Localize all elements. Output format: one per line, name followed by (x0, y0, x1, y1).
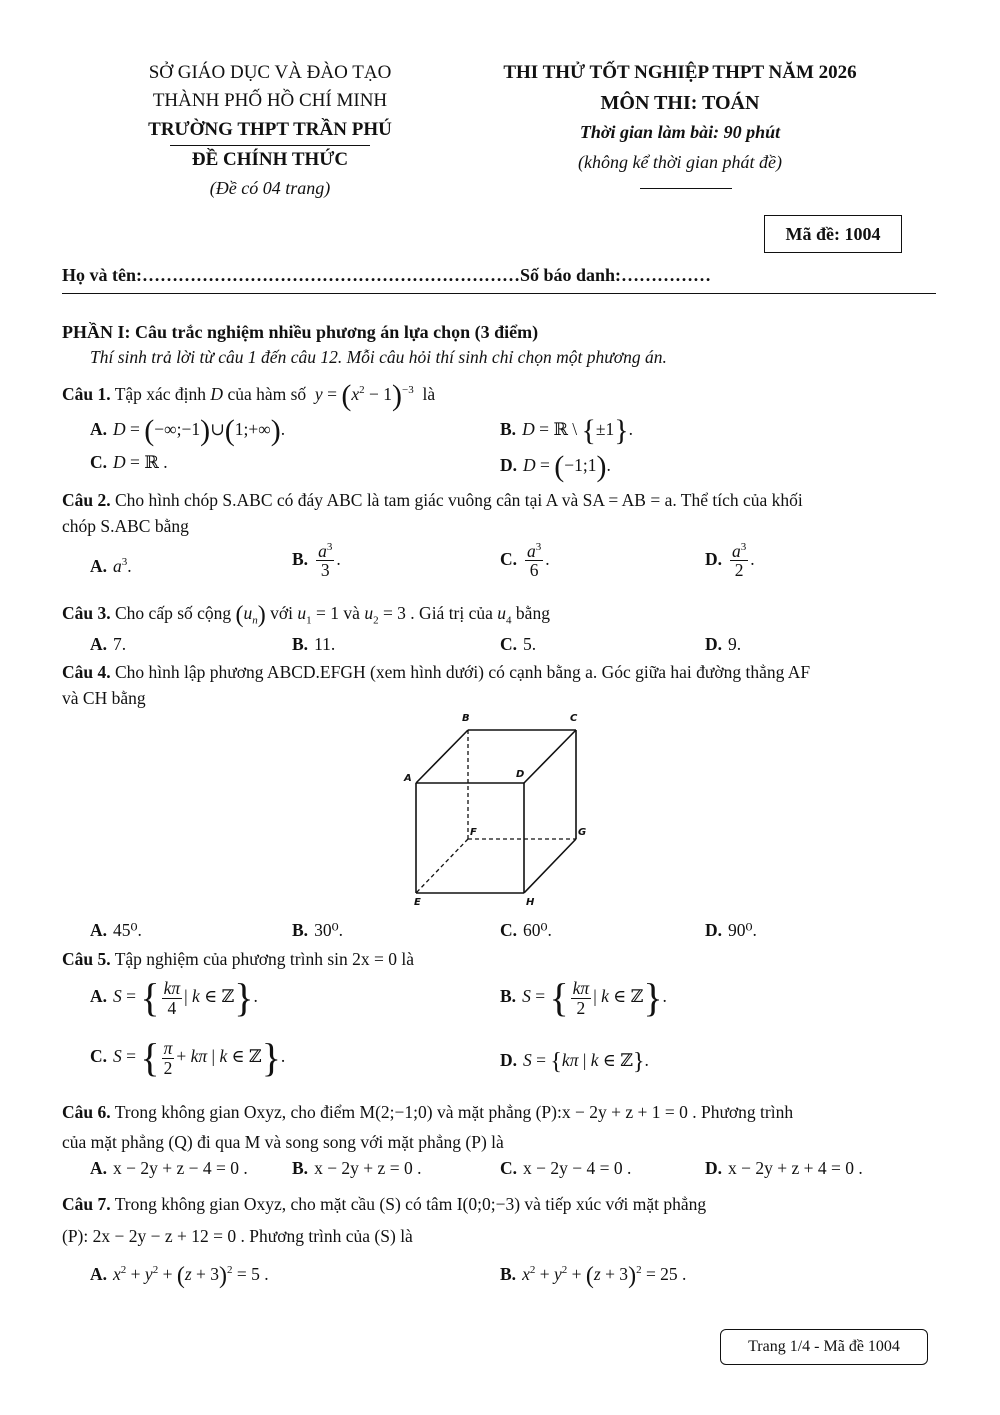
q2-label: Câu 2. (62, 490, 111, 510)
q1-end: là (422, 383, 436, 404)
q6-option-d[interactable]: D. x − 2y + z + 4 = 0 . (705, 1158, 863, 1178)
q4-option-b[interactable]: B. 30⁰. (292, 920, 343, 940)
q5-text: Tập nghiệm của phương trình sin 2x = 0 là (114, 949, 415, 969)
cube-label-e: E (414, 897, 421, 908)
q6-option-c[interactable]: C. x − 2y − 4 = 0 . (500, 1158, 632, 1178)
time-note: (không kể thời gian phát đề) (577, 152, 783, 172)
q2-option-b[interactable]: B. $\frac{a^3}{3}$ . (292, 541, 341, 581)
q5-option-b[interactable]: B. S = { $\frac{k\pi}{2}$ | k ∈ ℤ}. (500, 975, 667, 1020)
question-4-line2: và CH bằng (62, 688, 146, 708)
q4-option-a[interactable]: A. 45⁰. (90, 920, 142, 940)
header-divider (62, 293, 936, 294)
q1-option-a[interactable]: A. D = (−∞;−1)∪(1;+∞). (90, 414, 286, 447)
school-underline (170, 145, 370, 146)
q3-option-c[interactable]: C. 5. (500, 634, 537, 654)
cube-figure (398, 705, 598, 910)
question-2 (62, 488, 803, 512)
q1-option-b[interactable]: B. D = ℝ \ {±1}. (500, 414, 634, 447)
q2-option-a[interactable]: A. $a^3$. (90, 556, 132, 576)
question-7 (62, 1192, 706, 1216)
q3-option-d[interactable]: D. 9. (705, 634, 742, 654)
q4-option-d[interactable]: D. 90⁰. (705, 920, 757, 940)
q1-option-d[interactable]: D. D = (−1;1). (500, 450, 611, 483)
school-name: TRƯỜNG THPT TRẦN PHÚ (148, 119, 392, 140)
part1-instruction: Thí sinh trả lời từ câu 1 đến câu 12. Mỗi câu hỏi thí sinh chỉ chọn một phương án. (90, 347, 667, 367)
page-footer-box: Trang 1/4 - Mã đề 1004 (720, 1329, 928, 1365)
q4-option-c[interactable]: C. 60⁰. (500, 920, 552, 940)
subject-title: MÔN THI: TOÁN (600, 92, 760, 114)
question-1: Câu 1. Tập xác định D của hàm số $y = (x^2 - 1)^{-3}$ là (62, 378, 436, 412)
q6-option-a[interactable]: A. x − 2y + z − 4 = 0 . (90, 1158, 248, 1178)
q3-option-a[interactable]: A. 7. (90, 634, 127, 654)
cube-label-h: H (526, 897, 535, 908)
title-underline (640, 188, 732, 189)
dept-name: SỞ GIÁO DỤC VÀ ĐÀO TẠO (148, 62, 392, 83)
q1-label: Câu 1. (62, 383, 111, 404)
cube-label-a: A (404, 773, 412, 784)
official-label: ĐỀ CHÍNH THỨC (191, 149, 349, 170)
cube-label-d: D (516, 769, 525, 780)
name-line: Họ và tên:………………………………………………………Số báo danh:…………… (62, 265, 712, 285)
cube-label-b: B (462, 713, 470, 724)
question-6 (62, 1100, 793, 1124)
cube-label-f: F (470, 827, 477, 838)
q2-line1: Cho hình chóp S.ABC có đáy ABC là tam giác vuông cân tại A và SA = AB = a. Thể tích của khối (115, 490, 803, 510)
question-2-line2: chóp S.ABC bằng (62, 516, 189, 536)
time-limit: Thời gian làm bài: 90 phút (579, 122, 781, 142)
q5-option-a[interactable]: A. S = { $\frac{k\pi}{4}$ | k ∈ ℤ}. (90, 975, 258, 1020)
q3-label: Câu 3. (62, 603, 111, 623)
q2-option-c[interactable]: C. $\frac{a^3}{6}$ . (500, 541, 550, 581)
q2-option-d[interactable]: D. $\frac{a^3}{2}$ . (705, 541, 755, 581)
question-5 (62, 947, 414, 971)
q6-option-b[interactable]: B. x − 2y + z = 0 . (292, 1158, 422, 1178)
city-name: THÀNH PHỐ HỒ CHÍ MINH (152, 90, 388, 111)
q7-label: Câu 7. (62, 1194, 111, 1214)
q5-option-c[interactable]: C. S = { $\frac{\pi}{2}$ + kπ | k ∈ ℤ}. (90, 1035, 286, 1080)
q1-text2: của hàm số (227, 383, 307, 404)
q6-line1: Trong không gian Oxyz, cho điểm M(2;−1;0) và mặt phẳng (P):x − 2y + z + 1 = 0 . Phương trình (114, 1102, 794, 1122)
exam-title: THI THỬ TỐT NGHIỆP THPT NĂM 2026 (503, 62, 857, 83)
q5-label: Câu 5. (62, 949, 111, 969)
cube-label-c: C (570, 713, 578, 724)
question-6-line2: của mặt phẳng (Q) đi qua M và song song với mặt phẳng (P) là (62, 1132, 504, 1152)
q1-text: Tập xác định (114, 383, 207, 404)
q7-option-b[interactable]: B. $x^2 + y^2 + (z + 3)^2 = 25$ . (500, 1263, 687, 1289)
q1-option-c[interactable]: C. D = ℝ . (90, 452, 168, 472)
q4-label: Câu 4. (62, 662, 111, 682)
question-3: Câu 3. Cho cấp số cộng $(u_n)$ với $u_1 = 1$ và $u_2 = 3$ . Giá trị của $u_4$ bằng (62, 601, 550, 628)
part1-title: PHẦN I: Câu trắc nghiệm nhiều phương án lựa chọn (3 điểm) (62, 322, 539, 342)
q5-option-d[interactable]: D. S = {kπ | k ∈ ℤ}. (500, 1049, 649, 1075)
q7-line1: Trong không gian Oxyz, cho mặt cầu (S) có tâm I(0;0;−3) và tiếp xúc với mặt phẳng (114, 1194, 707, 1214)
q3-option-b[interactable]: B. 11. (292, 634, 336, 654)
q4-line1: Cho hình lập phương ABCD.EFGH (xem hình dưới) có cạnh bằng a. Góc giữa hai đường thẳng AF (115, 662, 811, 682)
q3-text: Cho cấp số cộng (115, 603, 232, 623)
question-7-line2: (P): 2x − 2y − z + 12 = 0 . Phương trình của (S) là (62, 1226, 413, 1246)
q6-label: Câu 6. (62, 1102, 111, 1122)
q7-option-a[interactable]: A. $x^2 + y^2 + (z + 3)^2 = 5$ . (90, 1263, 269, 1289)
page-count: (Đề có 04 trang) (209, 178, 331, 198)
exam-code-box: Mã đề: 1004 (764, 215, 902, 253)
question-4 (62, 660, 810, 684)
cube-label-g: G (578, 827, 587, 838)
